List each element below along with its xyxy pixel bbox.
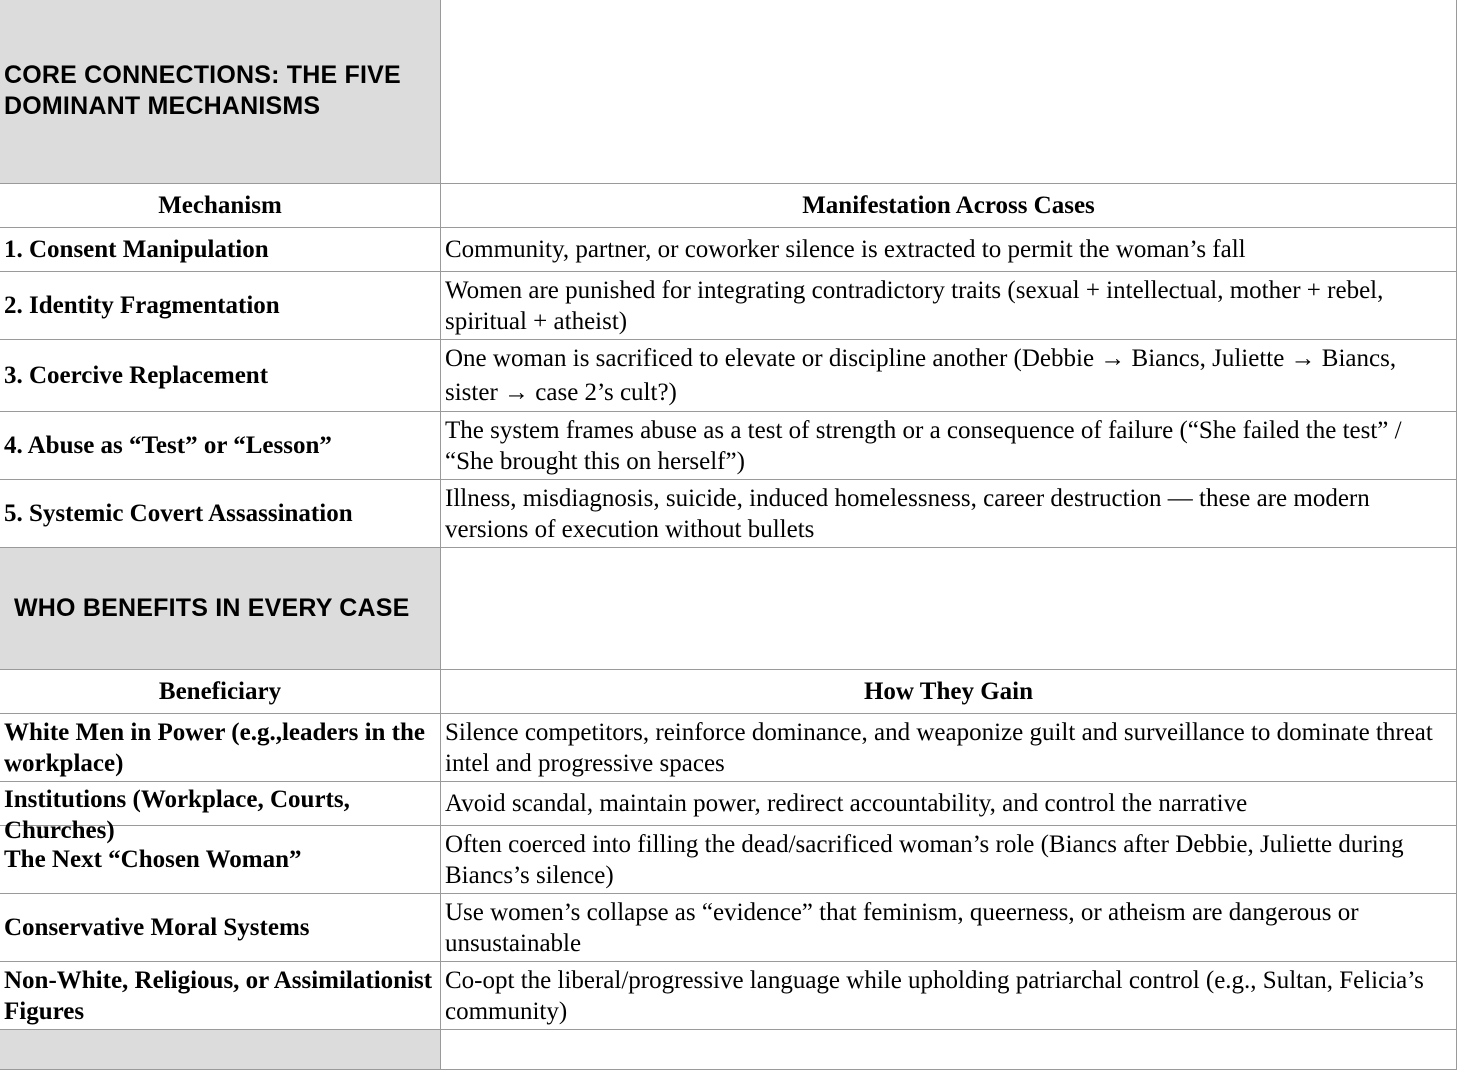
next-section-title-cell (0, 1030, 441, 1070)
section-title-who-benefits (0, 548, 441, 670)
mechanism-label: 5. Systemic Covert Assassination (0, 480, 441, 548)
table-row (0, 826, 1457, 894)
table-row (0, 782, 1457, 826)
beneficiary-label: Conservative Moral Systems (0, 894, 441, 962)
beneficiary-gain: Avoid scandal, maintain power, redirect accountability, and control the narrative (441, 782, 1457, 826)
mechanism-description: One woman is sacrificed to elevate or discipline another (Debbie → Biancs, Juliette → Biancs, sister → case 2’s cult?) (441, 340, 1457, 412)
column-header-mechanism: Mechanism (0, 184, 441, 228)
beneficiary-label-cell (0, 782, 441, 844)
column-header-row (0, 184, 1457, 228)
mechanism-description: Community, partner, or coworker silence is extracted to permit the woman’s fall (441, 228, 1457, 272)
mechanism-description: Illness, misdiagnosis, suicide, induced homelessness, career destruction — these are modern versions of execution without bullets (441, 480, 1457, 548)
section-title-core-connections (0, 0, 441, 184)
beneficiary-gain: Often coerced into filling the dead/sacrificed woman’s role (Biancs after Debbie, Juliette during Biancs’s silence) (441, 826, 1457, 894)
table-row (0, 714, 1457, 782)
table-row (0, 340, 1457, 412)
section-heading-row (0, 548, 1457, 670)
section-heading-row (0, 0, 1457, 184)
mechanism-label: 2. Identity Fragmentation (0, 272, 441, 340)
section-heading-blank-cell (441, 0, 1457, 184)
mechanism-label: 4. Abuse as “Test” or “Lesson” (0, 412, 441, 480)
mechanism-label: 3. Coercive Replacement (0, 340, 441, 412)
section-heading-blank-cell (441, 548, 1457, 670)
section-title-text: CORE CONNECTIONS: THE FIVE DOMINANT MECHANISMS (4, 61, 401, 120)
column-header-beneficiary: Beneficiary (0, 670, 441, 714)
beneficiary-label: Non-White, Religious, or Assimilationist Figures (0, 962, 441, 1030)
table-row (0, 962, 1457, 1030)
table-row (0, 894, 1457, 962)
next-section-blank-cell (441, 1030, 1457, 1070)
beneficiary-label: White Men in Power (e.g.,leaders in the workplace) (0, 714, 441, 782)
beneficiary-label: Institutions (Workplace, Courts, Churches) (4, 785, 350, 844)
table-row (0, 480, 1457, 548)
mechanism-description: The system frames abuse as a test of strength or a consequence of failure (“She failed the test” / “She brought this on herself”) (441, 412, 1457, 480)
mechanism-description: Women are punished for integrating contradictory traits (sexual + intellectual, mother + rebel, spiritual + atheist) (441, 272, 1457, 340)
beneficiary-label: The Next “Chosen Woman” (0, 826, 441, 894)
beneficiary-gain: Co-opt the liberal/progressive language while upholding patriarchal control (e.g., Sultan, Felicia’s community) (441, 962, 1457, 1030)
beneficiary-gain: Silence competitors, reinforce dominance, and weaponize guilt and surveillance to dominate threat intel and progressive spaces (441, 714, 1457, 782)
next-section-row (0, 1030, 1457, 1070)
mechanism-label: 1. Consent Manipulation (0, 228, 441, 272)
table-row (0, 228, 1457, 272)
column-header-how-they-gain: How They Gain (441, 670, 1457, 714)
column-header-row (0, 670, 1457, 714)
table-row (0, 272, 1457, 340)
beneficiary-gain: Use women’s collapse as “evidence” that feminism, queerness, or atheism are dangerous or unsustainable (441, 894, 1457, 962)
column-header-manifestation: Manifestation Across Cases (441, 184, 1457, 228)
table-row (0, 412, 1457, 480)
section-title-text: WHO BENEFITS IN EVERY CASE (14, 594, 410, 622)
